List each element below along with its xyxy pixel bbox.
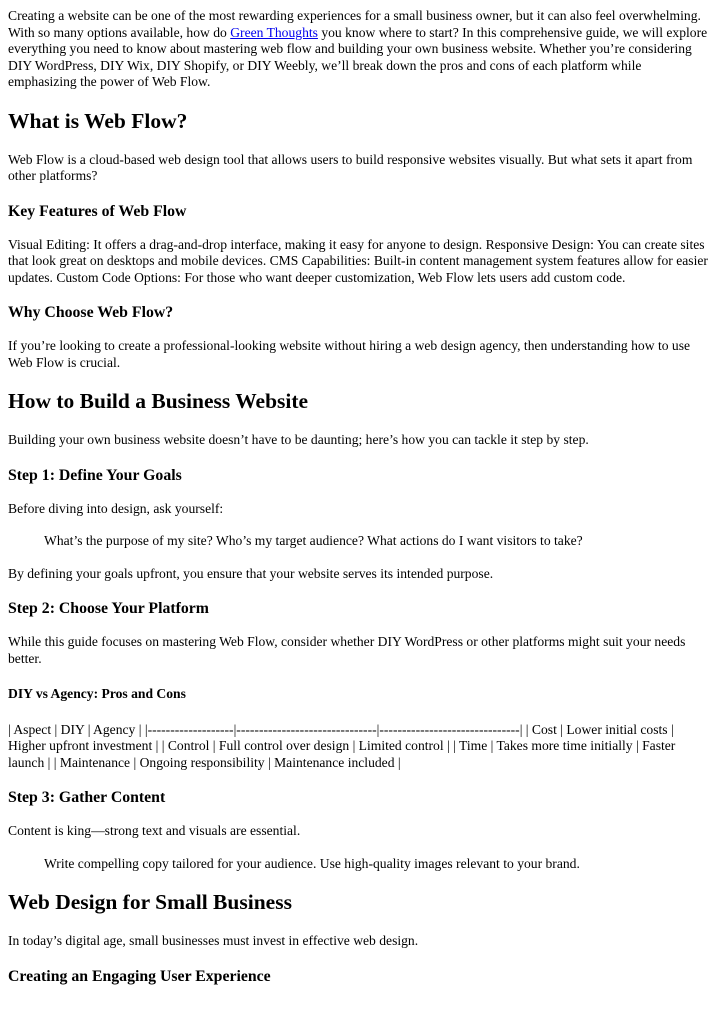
step-1-paragraph: Before diving into design, ask yourself: (8, 500, 224, 516)
heading-step-3: Step 3: Gather Content (8, 789, 166, 806)
intro-text-after-link: you know where to start? In this comprehensive guide, we will explore everything you need to know about mastering web flow and building your own business website. Whether you’re considering DIY WordPress, DIY Wix, DIY Shopify, or DIY Weebly, we’ll break down the pros and cons of each platform while emphasizing the power of Web Flow. (8, 24, 708, 89)
step-3-blockquote: Write compelling copy tailored for your audience. Use high-quality images relevant to your brand. (44, 855, 580, 871)
heading-what-is-web-flow: What is Web Flow? (8, 108, 188, 133)
heading-key-features: Key Features of Web Flow (8, 202, 187, 220)
intro-text-before-link: Creating a website can be one of the most rewarding experiences for a small business owner, but it can also feel overwhelming. With so many options available, how do (8, 8, 701, 40)
heading-web-design-small-business: Web Design for Small Business (8, 890, 292, 914)
step-1-after-paragraph: By defining your goals upfront, you ensure that your website serves its intended purpose. (8, 565, 494, 581)
why-choose-paragraph: If you’re looking to create a professional-looking website without hiring a web design agency, then understanding how to use Web Flow is crucial. (8, 338, 691, 370)
heading-how-to-build: How to Build a Business Website (8, 389, 309, 413)
key-features-paragraph: Visual Editing: It offers a drag-and-drop interface, making it easy for anyone to design. Responsive Design: You can create sites that look great on desktops and mobile devices. CMS Capabilities: Built-in content management system features allow for easier updates. Custom Code Options: For those who want deeper customization, Web Flow lets users add custom code. (8, 236, 708, 285)
green-thoughts-link[interactable]: Green Thoughts (230, 24, 318, 40)
heading-diy-vs-agency: DIY vs Agency: Pros and Cons (8, 686, 186, 701)
web-design-paragraph: In today’s digital age, small businesses must invest in effective web design. (8, 933, 419, 948)
heading-why-choose-web-flow: Why Choose Web Flow? (8, 304, 174, 321)
intro-paragraph (8, 8, 712, 91)
heading-step-2: Step 2: Choose Your Platform (8, 600, 209, 617)
step-1-blockquote: What’s the purpose of my site? Who’s my target audience? What actions do I want visitors to take? (44, 533, 583, 548)
step-3-paragraph: Content is king—strong text and visuals are essential. (8, 823, 301, 838)
web-flow-description: Web Flow is a cloud-based web design tool that allows users to build responsive websites visually. But what sets it apart from other platforms? (8, 151, 693, 183)
step-2-paragraph: While this guide focuses on mastering Web Flow, consider whether DIY WordPress or other platforms might suit your needs better. (8, 634, 686, 666)
heading-step-1: Step 1: Define Your Goals (8, 466, 182, 484)
how-to-build-intro: Building your own business website doesn’t have to be daunting; here’s how you can tackle it step by step. (8, 432, 589, 447)
heading-engaging-user-experience: Creating an Engaging User Experience (8, 967, 271, 985)
article (0, 8, 720, 986)
diy-vs-agency-table-text: | Aspect | DIY | Agency | |-------------------|-------------------------------|-------------------------------| | Cost | Lower initial costs | Higher upfront investment | | Control | Full control over design | Limited control | | Time | Takes more time initially | Faster launch | | Maintenance | Ongoing responsibility | Maintenance included | (8, 721, 676, 770)
